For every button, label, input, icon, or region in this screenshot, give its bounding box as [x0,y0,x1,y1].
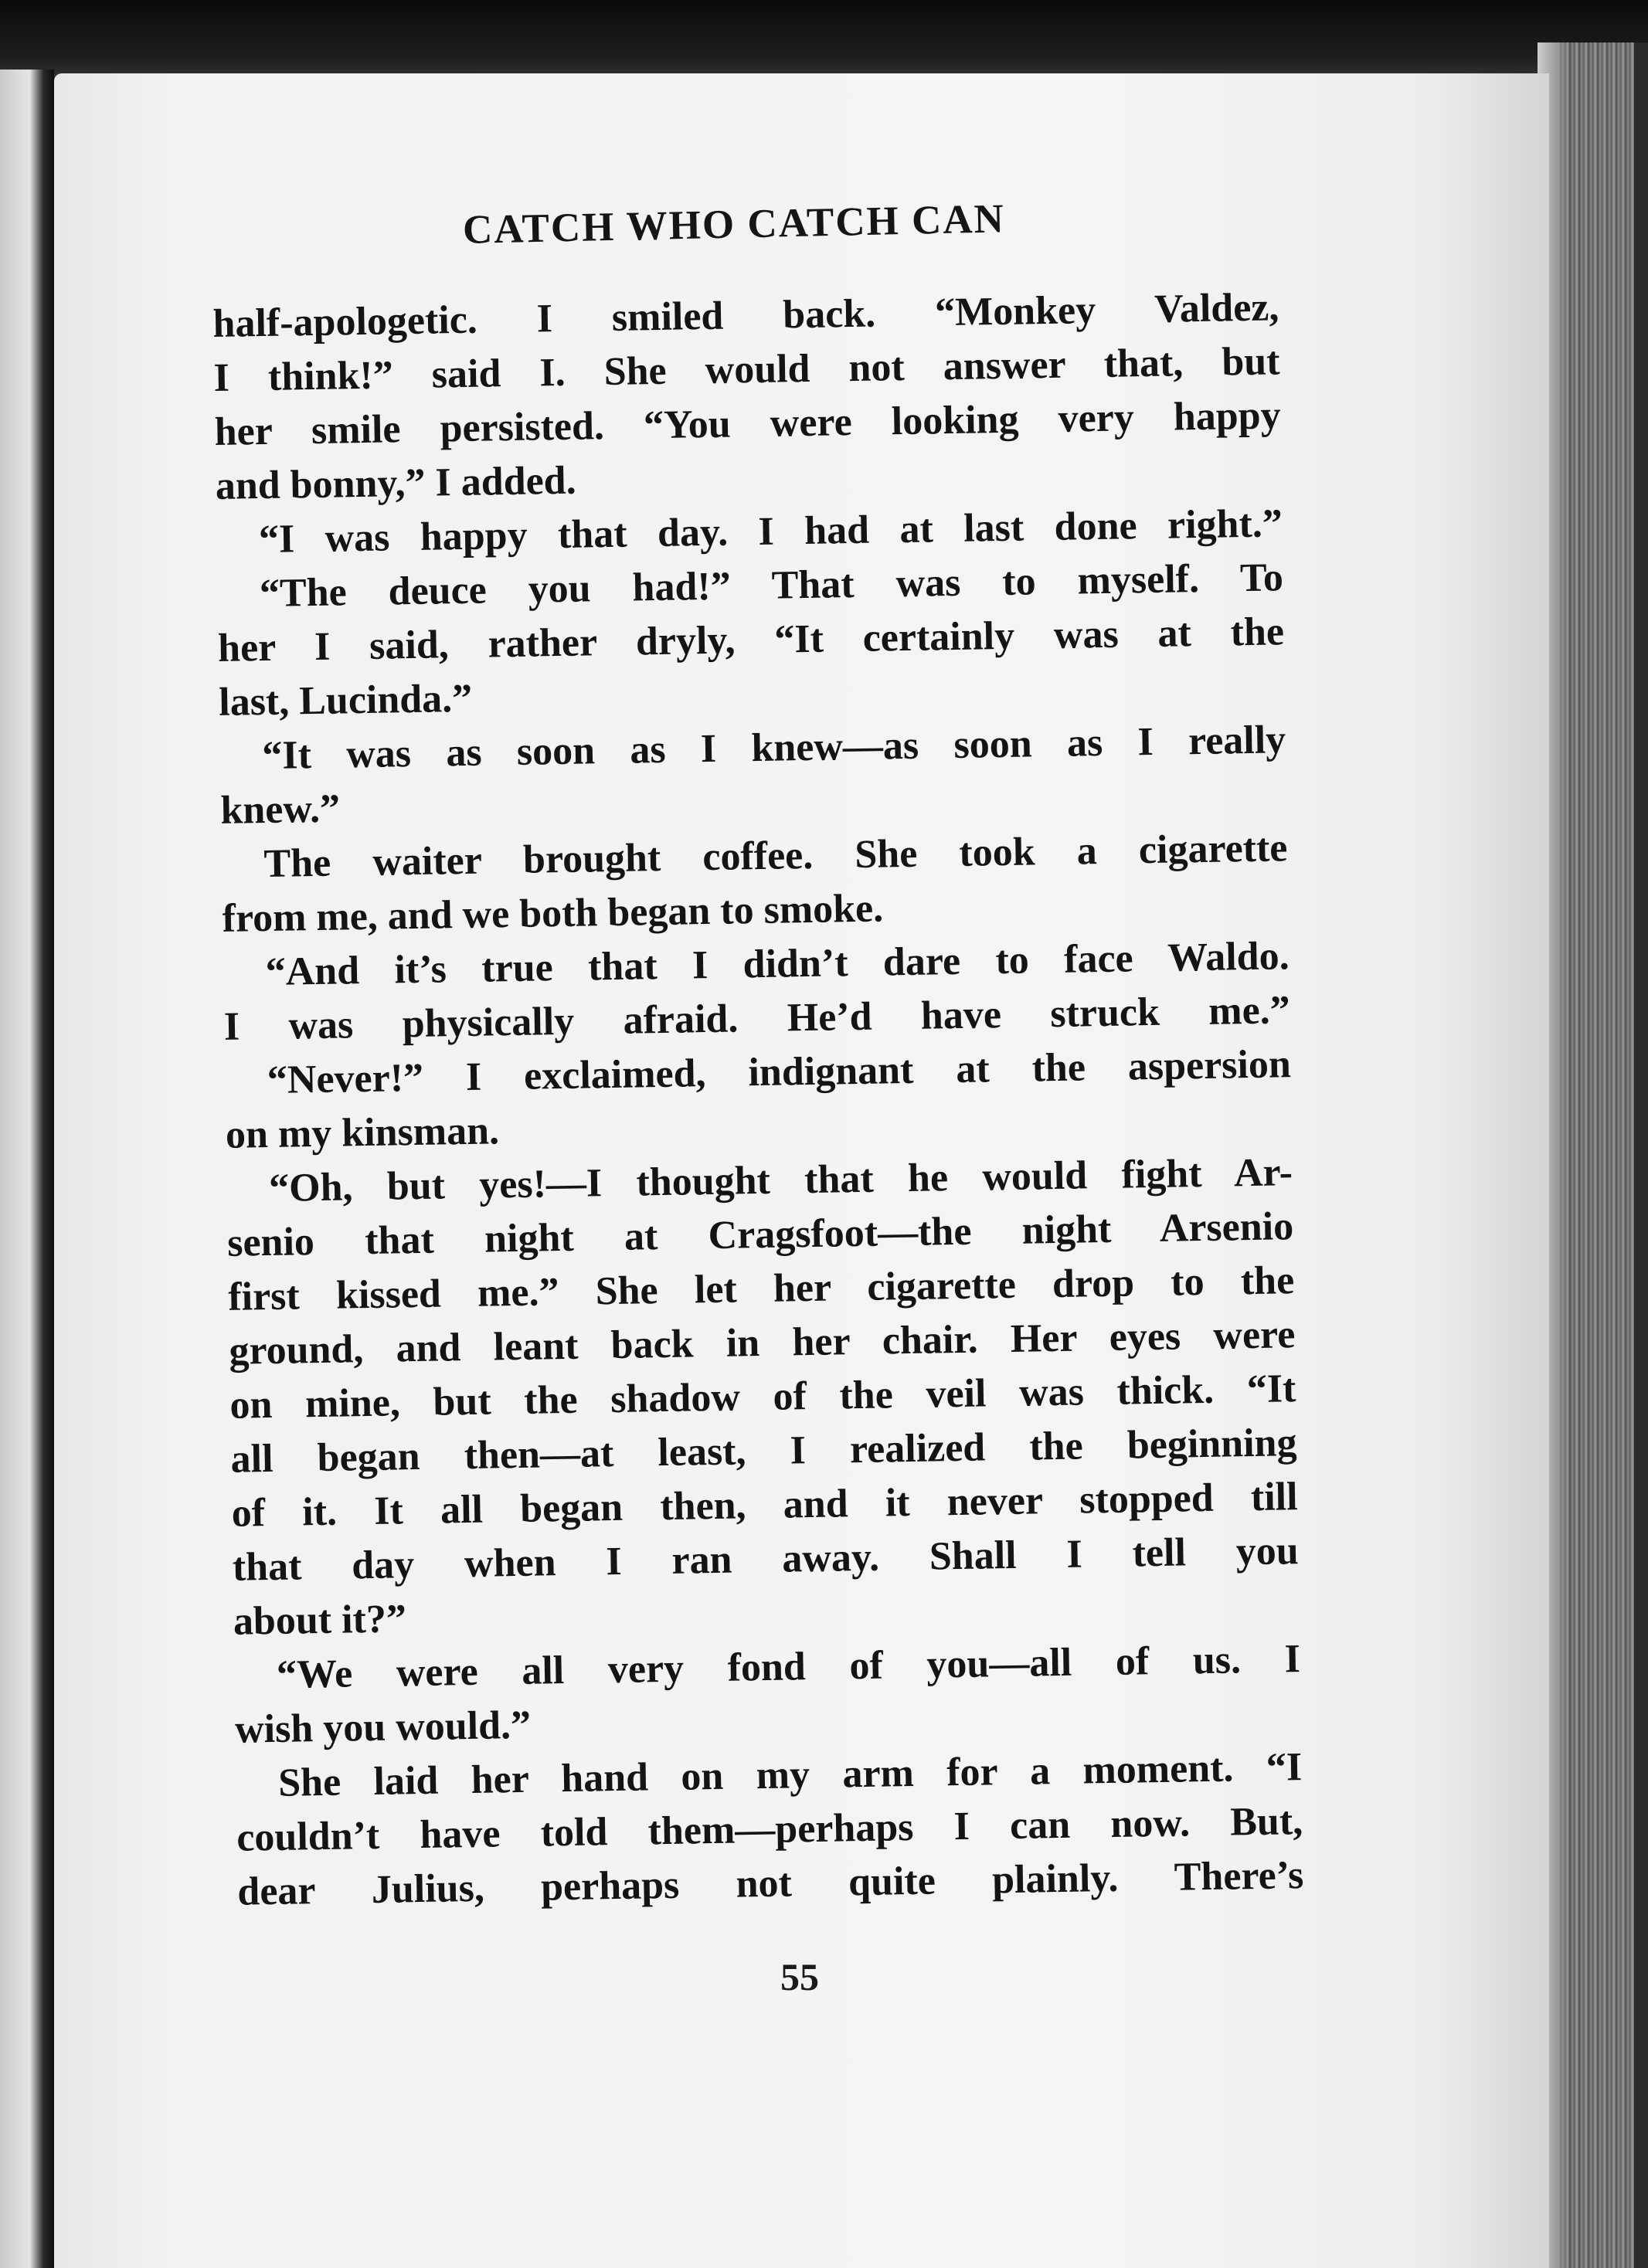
text-line: She laid her hand on my arm for a moment. “I [277,1745,1303,1805]
text-line: her I said, rather dryly, “It certainly was at the [217,609,1285,671]
text-line: on mine, but the shadow of the veil was thick. “It [229,1367,1296,1428]
text-line: on my kinsman. [225,1109,500,1157]
text-line: from me, and we both began to smoke. [222,886,884,941]
text-line: The waiter brought coffee. She took a cigarette [263,826,1288,887]
text-line: dear Julius, perhaps not quite plainly. There’s [236,1853,1304,1914]
text-line: about it?” [233,1597,407,1644]
text-line: first kissed me.” She let her cigarette drop to the [227,1258,1295,1319]
text-line: and bonny,” I added. [215,458,577,508]
text-line: I was physically afraid. He’d have struck me.” [223,988,1291,1049]
text-line: “The deuce you had!” That was to myself. To [259,555,1284,616]
text-line: “It was as soon as I knew—as soon as I really [261,718,1286,779]
text-line: all began then—at least, I realized the beginning [230,1421,1297,1482]
text-line: last, Lucinda.” [218,676,473,725]
text-line: ground, and leant back in her chair. Her eyes were [228,1312,1296,1373]
text-line: knew.” [219,786,341,833]
text-line: that day when I ran away. Shall I tell you [232,1529,1300,1590]
text-line: “Oh, but yes!—I thought that he would fight Ar- [268,1150,1293,1210]
text-line: wish you would.” [234,1703,532,1752]
text-line: couldn’t have told them—perhaps I can now. But, [236,1799,1303,1860]
text-line: her smile persisted. “You were looking very happy [214,393,1282,454]
running-head: CATCH WHO CATCH CAN [462,196,1006,253]
page-number: 55 [780,1955,819,1998]
text-line: “And it’s true that I didn’t dare to face Waldo. [265,934,1290,995]
text-line: I think!” said I. She would not answer that, but [213,339,1280,400]
scan-background-top [0,0,1648,85]
text-line: of it. It all began then, and it never stopped till [231,1475,1299,1536]
text-line: “I was happy that day. I had at last done right.” [258,501,1283,562]
facing-page-edge [0,70,54,2268]
page-fore-edge [1538,42,1648,2268]
text-line: “We were all very fond of you—all of us. I [276,1637,1301,1697]
text-line: “Never!” I exclaimed, indignant at the aspersion [267,1042,1292,1103]
text-line: half-apologetic. I smiled back. “Monkey Valdez, [212,285,1279,346]
text-line: senio that night at Cragsfoot—the night Arsenio [226,1204,1294,1265]
